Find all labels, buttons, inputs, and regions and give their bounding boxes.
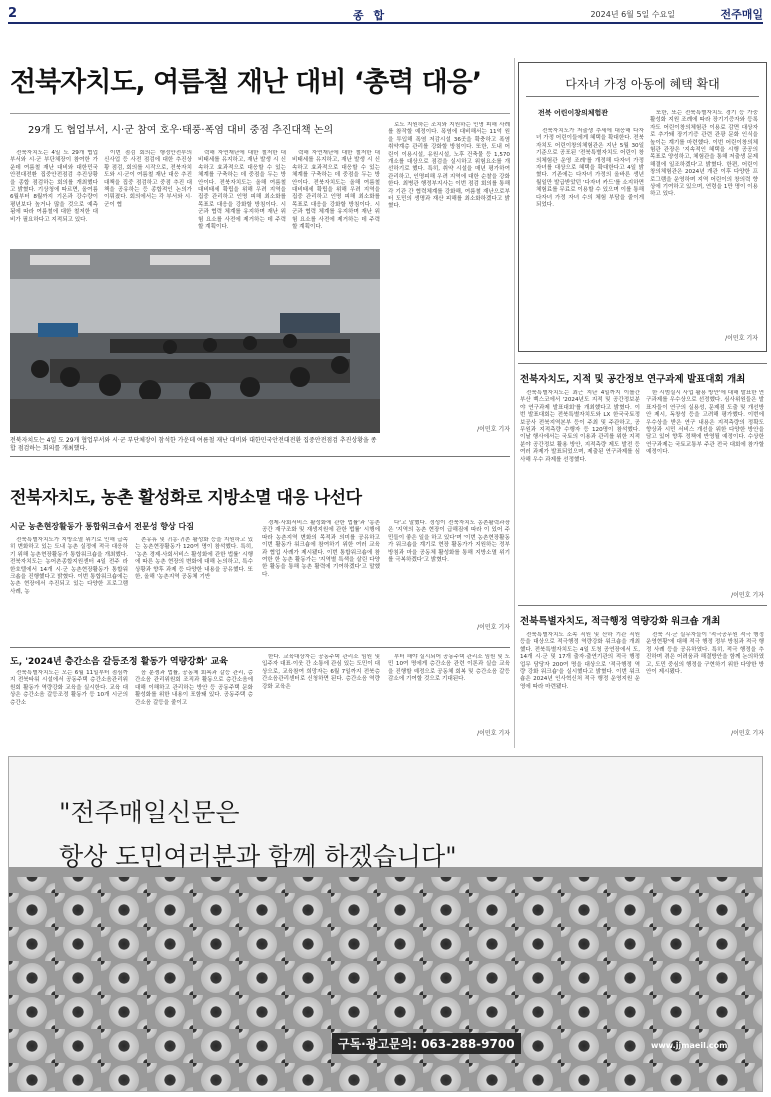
article2-column-2-text: 촌유휴 및 귀농·귀촌 활성화 등을 지원하고 있는 농촌현장활동가 120여 명이 참석했다. 특히, '농촌 경제·사회서비스 활성화에 관한 법률' 시행에 따른 농촌 현장의 변화에 대해 논의하고, 특수상황과 향후 과제 등 다양한 내용을 공유했다. 또한, 올해 '농촌지역 공동체 기반 <box>135 537 253 581</box>
article3-column-2-text: 음 분쟁과 법률, 공동체 회복과 갈등 관리, 층간소음 관리위원회 조직과 활동으로 층간소음에 대해 이해하고 관리하는 방안 등 공동주택 문화 활성화를 위한 내용이 포함돼 있다. 공동주택 층간소음 갈등을 줄이고 <box>135 670 253 706</box>
article4-top-rule <box>518 363 767 364</box>
article2-column-1-text: 전북특별자치도가 지방소멸 위기로 인해 급속히 변화하고 있는 도내 농촌 실정에 적극 대응하기 위해 농촌현장활동가 통합워크숍을 개최했다. 전북자치도는 농어촌종합지원센터 4일 전주 라한호텔에서 14개 시·군 농촌현장활동가 통합워크숍을 진행했다고 밝혔다. 이번 통합워크숍에는 농촌 현장에서 추진되고 있는 다양한 프로그램 사례, 농 <box>10 537 128 595</box>
ad-slogan-line2: 항상 도민여러분과 함께 하겠습니다" <box>59 842 457 871</box>
lead-subheadline: 29개 도 협업부서, 시·군 참여 호우·태풍·폭염 대비 중점 추진대책 논의 <box>28 125 334 136</box>
lead-column-3b <box>292 150 380 245</box>
box-headline: 다자녀 가정 아동에 혜택 확대 <box>565 77 720 91</box>
box-divider <box>526 96 759 97</box>
article4-column-2 <box>646 390 764 588</box>
lead-column-1 <box>10 150 98 245</box>
box-column-2-text: 또한, 또는 전북특별자치도 경기 등 가중 활성화 지원 조례에 따라 장기기증자와 등록자도 어린이창의체험관 이용료 감면 대상자로 추가돼 장기기증 관련 관광 문화 인식을 높이는 계기를 마련했다. 이번 어린이창의체험관 관장은 '지속적인 혜택을 시행 공공의 목표로 양성하고, 체험관을 통해 저출생 문제 해결에 일조하겠다'고 밝혔다. 한편, 어린이창의체험관은 2024년 개관 이후 다양한 프로그램을 운영하며 지역 어린이의 창의력 향상에 기여하고 있으며, 연령을 1만 명이 이용하고 있다. <box>650 110 758 198</box>
page-number: 2 <box>8 6 18 21</box>
article4-headline: 전북자치도, 지적 및 공간정보 연구과제 발표대회 개최 <box>520 374 746 385</box>
article4-column-2-text: 한 시범실시 사업 활용 방안'에 대해 발표한 연구과제를 우수상으로 선정했다. 심사위원들은 발표자들이 연구의 실용성, 문제점 도출 및 개선방안 제시, 독창성 등을 고려해 평가했다. 이번에 우수상을 받은 연구 내용은 지적측량의 정확도 향상과 시민 서비스 개선을 위한 다양한 방안을 담고 있어 향후 정책에 반영될 예정이다. 수상한 연구과제는 국토교통부 주관 전국 대회에 참가할 예정이다. <box>646 390 764 456</box>
article4-column-1-text: 전북특별자치도는 최근 지난 4일까지 이틀간 부산 벡스코에서 '2024년도 지적 및 공간정보분야 연구과제 발표대회'를 개최했다고 밝혔다. 이번 발표대회는 전북특별자치도와 LX 한국국토정보공사 전북지역본부 등이 주최 및 주관하고, 공무원과 지적측량 수행자 등 120명이 참석했다. 이날 행사에서는 국토의 이용과 관리를 위한 지적분야 공간정보 활용 방안, 지적측량 제도 발전 등 여러 과제가 발표되었으며, 제출된 연구과제를 심사해 우수 과제를 선정했다. <box>520 390 640 463</box>
box-byline: /이민호 기자 <box>725 335 758 342</box>
sunflower-advertisement <box>8 756 763 1092</box>
article3-byline: /이민호 기자 <box>477 730 510 737</box>
lead-column-4-text: 로도 지원하는 조치와 지원하는 인명 피해 사례를 참작할 예정이다. 폭염에 대비해서는 11억 원을 투입해 폭염 저감시설 36곳을 확충하고 폭염 취약계층 관리를 강화할 방침이다. 또한, 도내 어린이 이용시설, 유원시설, 노후 건축물 등 1,570개소를 대상으로 점검을 실시하고 위험요소를 개선하기로 했다. 특히, 취약 시설을 매년 평가하여 관리하고, 인명피해 우려 지역에 대한 순찰을 강화한다. 최병관 행정부지사는 이번 점검 회의를 통해 각 기관 간 협력체계를 강화해, 여름철 재난으로부터 도민의 생명과 재산 피해를 최소화하겠다고 밝혔다. <box>388 122 510 210</box>
article2-byline: /이민호 기자 <box>477 624 510 631</box>
lead-headline: 전북자치도, 여름철 재난 대비 ‘총력 대응’ <box>10 67 482 98</box>
column-divider <box>514 58 515 748</box>
ad-website: www.jjmaeil.com <box>651 1041 728 1050</box>
box-subheadline: 전북 어린이창의체험관 <box>538 109 609 117</box>
lead-column-2-text: 이번 점검 회의는 행정안전부의 신사업 등 사전 점검에 대한 추진상황 점검, 회의를 시작으로, 전북자치도와 시·군이 여름철 재난 대응 추진대책을 집중 점검하고 중점 추진 대책을 공유하는 등 종합적인 논의가 이뤄졌다. 회의에서는 각 부서와 시·군이 협 <box>104 150 192 208</box>
article5-column-1 <box>520 632 640 740</box>
lead-column-3 <box>198 150 286 245</box>
article2-top-rule <box>10 456 510 457</box>
page-header <box>8 6 763 24</box>
newspaper-name: 전주매일 <box>720 8 763 21</box>
article2-column-3-text: 경제·사회서비스 활성화에 관한 법률'과 '농촌 공간 재구조화 및 재생지원에 관한 법률' 시행에 따라 농촌지역 변화의 목적과 의미를 공유하고 이번 활동가 워크숍에 참여하기 위한 여러 교육과 협업 사례가 제시됐다. 이번 통합워크숍에 참여한 한 농촌 활동가는 '지역별 특색을 살린 다양한 활동을 통해 농촌 활력에 기여하겠다'고 말했다. <box>262 520 380 578</box>
article5-top-rule <box>518 605 767 606</box>
article3-column-4 <box>388 654 510 728</box>
ad-slogan-line1: "전주매일신문은 <box>59 798 240 827</box>
lead-column-2 <box>104 150 192 245</box>
article5-column-1-text: 전북특별자치도 소속 직원 및 산하 기관 직원 등을 대상으로 적극행정 역량강화 워크숍을 개최했다. 전북특별자치도는 4일 도청 공연장에서 도, 14개 시·군 및 17개 출자·출연기관의 적극 행정업무 담당자 200여 명을 대상으로 '적극행정 역량 강화 워크숍'을 실시했다고 밝혔다. 이번 워크숍은 2024년 인사혁신처 적극 행정 운영지원 운영에 따라 마련됐다. <box>520 632 640 690</box>
article3-column-3-text: 한다. 교육대상자는 공동주택 관리소 임원 및 입주자 대표·이웃 간 소통에 관심 있는 도민이 대상으로, 교육참여 희망자는 6월 7일까지 전북층간소음관리센터로 신청하면 된다. 층간소음 역량 강화 교육은 <box>262 654 380 690</box>
article2-subheadline: 시군 농촌현장활동가 통합워크숍서 전문성 향상 다짐 <box>10 522 194 531</box>
article3-column-3 <box>262 654 380 740</box>
section-name: 종 합 <box>353 9 388 22</box>
article2-column-1 <box>10 537 128 627</box>
lead-divider <box>10 113 510 114</box>
article2-column-4 <box>388 520 510 620</box>
article5-byline: /이민호 기자 <box>731 730 764 737</box>
meeting-photo <box>10 249 380 433</box>
article2-headline: 전북자치도, 농촌 활성화로 지방소멸 대응 나선다 <box>10 488 362 508</box>
photo-caption: 전북자치도는 4일 도 29개 협업부서와 시·군 부단체장이 참석한 가운데 여름철 재난 대비와 대한민국안전대전환 집중안전점검 추진상황을 종합 점검하는 회의를 개최했다. <box>10 437 377 452</box>
box-column-1 <box>536 128 644 338</box>
lead-column-1-text: 전북자치도는 4일 도 29개 협업부서와 시·군 부단체장이 참여한 가운데 여름철 재난 대비와 대한민국안전대전환 집중안전점검 추진상황을 종합 점검하는 회의를 개최했다고 밝혔다. 기상청에 따르면, 올여름 6월부터 8월까지 기온과 강수량이 평년보다 높거나 많을 것으로 예측됨에 따라 여름철에 대한 철저한 대비가 필요하다고 지적되고 있다. <box>10 150 98 223</box>
conference-room-photo <box>10 249 380 433</box>
ad-contact-number: 구독·광고문의: 063-288-9700 <box>332 1033 521 1054</box>
article5-column-2 <box>646 632 764 728</box>
lead-byline: /이민호 기자 <box>477 426 510 433</box>
article3-column-4-text: 부터 해야 실시되어 공동주택 관리소 임원 및 도민 10여 명에게 층간소음 관련 이론과 실습 교육을 진행할 예정으로 공동체 회복 및 층간소음 갈등 감소에 기여할 것으로 기대된다. <box>388 654 510 683</box>
article5-headline: 전북특별자치도, 적극행정 역량강화 워크숍 개최 <box>520 616 721 627</box>
article3-headline: 도, '2024년 층간소음 갈등조정 활동가 역량강화' 교육 <box>10 657 228 667</box>
issue-date: 2024년 6월 5일 수요일 <box>590 10 675 19</box>
article3-top-rule <box>10 647 510 648</box>
article2-column-3 <box>262 520 380 627</box>
article3-column-2 <box>135 670 253 740</box>
lead-column-3b-text: 력해 자연재난에 대한 철저한 대비태세를 유지하고, 재난 발생 시 신속하고 효과적으로 대응할 수 있는 체계를 구축하는 데 중점을 두는 방안이다. 전북자치도는 올해 여름철 대비태세 확립을 위해 우려 지역을 집중 관리하고 인명 피해 최소화를 목표로 대응을 강화할 방침이다. 시군과 협력 체계를 유지하며 재난 위험 요소를 사전에 제거하는 데 주력할 계획이다. <box>292 150 380 231</box>
article3-column-1 <box>10 670 128 740</box>
article2-column-2 <box>135 537 253 627</box>
article5-column-2-text: 전북 시·군 실무자들이 '적극공무원 적극 행정 운영현황'에 대해 적극 행정 정부 방침과 적극 행정 사례 등을 공유하였다. 특히, 적극 행정을 추진하며 겪은 어려움과 해결방안을 함께 논의하였고, 도민 중심의 행정을 구현하기 위한 다양한 방안이 제시됐다. <box>646 632 764 676</box>
article2-column-4-text: 다'고 말했다. 정성이 전북자치도 농촌활력과장은 '지역의 농촌 현장이 급해짐에 따라 이 있어 주민들이 좋은 일을 하고 있다'며 '이번 농촌현장활동가 워크숍을 계기로 현장 활동가가 지원하는 정부 방침과 마을 공동체 활성화를 통해 지방소멸 위기를 극복하겠다'고 밝혔다. <box>388 520 510 564</box>
lead-column-3-text: 력해 자연재난에 대한 철저한 대비태세를 유지하고, 재난 발생 시 신속하고 효과적으로 대응할 수 있는 체계를 구축하는 데 중점을 두는 방안이다. 전북자치도는 올해 여름철 대비태세 확립을 위해 우려 지역을 집중 관리하고 인명 피해 최소화를 목표로 대응을 강화할 방침이다. 시군과 협력 체계를 유지하며 재난 위험 요소를 사전에 제거하는 데 주력할 계획이다. <box>198 150 286 231</box>
article4-column-1 <box>520 390 640 598</box>
article3-column-1-text: 전북특별자치도는 오는 6월 11일부터 점심까지 전북타워 시설에서 공동주택 층간소음관리위원회 활동가 역량강화 교육을 실시한다. 교육 대상은 층간소음 갈등조정 활동가 등 10개 시군의 층간소 <box>10 670 128 706</box>
box-column-1-text: 전북자치도가 저출생 추세에 대응해 다자녀 가정 어린이들에게 혜택을 확대한다. 전북자치도 어린이창의체험관은 지난 5월 30일 기준으로 공포된 '전북특별자치도 어린이 창의체험관 운영 조례'를 개정해 다자녀 가정 자녀를 대상으로 혜택을 확대한다고 4일 밝혔다. 기존에는 다자녀 가정의 올바른 생년 월일만 발급받았던 '다자녀 카드'를 소지하면 체험료를 무료로 이용할 수 있으며 이를 통해 다자녀 가정 자녀 수의 체험 부담을 줄이게 되었다. <box>536 128 644 209</box>
article4-byline: /이민호 기자 <box>731 592 764 599</box>
lead-column-4 <box>388 122 510 422</box>
box-column-2 <box>650 110 758 332</box>
